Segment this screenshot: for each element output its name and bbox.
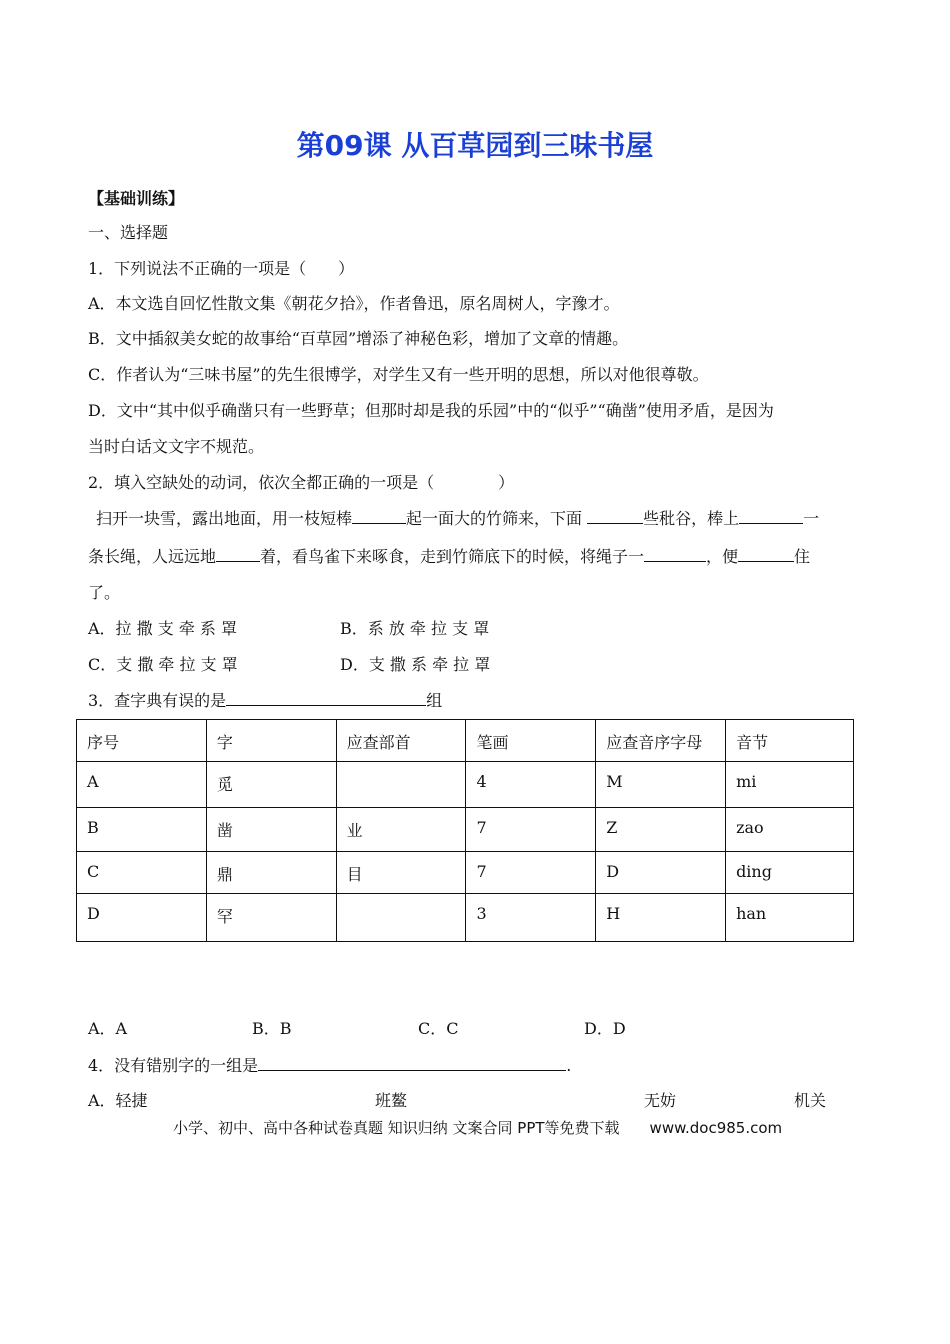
table-cell: 7 [466,808,596,852]
q1-stem: 1．下列说法不正确的一项是（ ） [88,259,355,278]
table-header: 笔画 [466,720,596,762]
q3-suffix: 组 [426,691,443,710]
q2-text: 一 [803,509,820,528]
table-cell: zao [726,808,854,852]
table-cell: 业 [336,808,466,852]
blank[interactable] [226,689,426,706]
q4-stem-text: 4．没有错别字的一组是 [88,1056,259,1075]
footer-banner: 小学、初中、高中各种试卷真题 知识归纳 文案合同 PPT等免费下载 www.doc985.com [173,1119,783,1137]
dictionary-table [76,719,854,942]
blank[interactable] [587,507,643,524]
q1-option-c: C．作者认为“三味书屋”的先生很博学，对学生又有一些开明的思想，所以对他很尊敬。 [88,365,709,384]
q1-option-d: D．文中“其中似乎确凿只有一些野草；但那时却是我的乐园”中的“似乎”“确凿”使用矛盾，是因为 [88,401,774,420]
table-cell: A [77,762,207,808]
q4-option-a: A．轻捷 [88,1091,148,1110]
table-cell: 罕 [206,894,336,942]
q4-suffix: . [566,1056,572,1075]
table-cell: 7 [466,852,596,894]
table-cell: D [596,852,726,894]
table-header-row [77,720,854,762]
q4-word-4: 机关 [794,1091,827,1110]
blank[interactable] [738,545,794,562]
q3-option-d: D．D [584,1019,626,1038]
q1-option-d-cont: 当时白话文文字不规范。 [88,437,265,456]
q1-option-b: B．文中插叙美女蛇的故事给“百草园”增添了神秘色彩，增加了文章的情趣。 [88,329,629,348]
blank[interactable] [216,545,260,562]
q2-option-c: C．支 撒 牵 拉 支 罩 [88,655,238,674]
blank[interactable] [258,1054,566,1071]
table-cell [336,894,466,942]
table-cell: han [726,894,854,942]
q1-option-a: A．本文选自回忆性散文集《朝花夕拾》，作者鲁迅，原名周树人，字豫才。 [88,294,620,313]
table-header: 音节 [726,720,854,762]
section-heading: 【基础训练】 [88,189,185,208]
q2-option-d: D．支 撒 系 牵 拉 罩 [340,655,491,674]
q3-option-a: A．A [88,1019,128,1038]
table-cell [336,762,466,808]
q2-passage-line1 [96,506,819,529]
table-cell: 3 [466,894,596,942]
blank[interactable] [644,545,706,562]
q3-stem [88,688,442,711]
table-cell: 凿 [206,808,336,852]
table-cell: D [77,894,207,942]
q2-text: ，便 [706,547,739,566]
q4-word-3: 无妨 [644,1091,677,1110]
q2-option-b: B．系 放 牵 拉 支 罩 [340,619,490,638]
q2-text: 些秕谷，棒上 [643,509,740,528]
table-cell: Z [596,808,726,852]
q2-text: 起一面大的竹筛来，下面 [406,509,583,528]
table-cell: ding [726,852,854,894]
blank[interactable] [739,507,803,524]
table-cell: 鼎 [206,852,336,894]
table-row [77,894,854,942]
table-cell: M [596,762,726,808]
table-header: 字 [206,720,336,762]
table-header: 序号 [77,720,207,762]
table-cell: B [77,808,207,852]
table-cell: H [596,894,726,942]
q2-passage-line3: 了。 [88,583,121,602]
q2-text: 条长绳，人远远地 [88,547,217,566]
table-row [77,762,854,808]
q2-text: 扫开一块雪，露出地面，用一枝短棒 [96,509,353,528]
page-title: 第09课 从百草园到三味书屋 [296,129,654,162]
q3-stem-text: 3．查字典有误的是 [88,691,227,710]
q2-text: 着，看鸟雀下来啄食，走到竹筛底下的时候，将绳子一 [260,547,645,566]
table-header: 应查音序字母 [596,720,726,762]
q4-word-2: 班鳌 [375,1091,408,1110]
q2-stem: 2．填入空缺处的动词，依次全都正确的一项是（ ） [88,473,515,492]
table-header: 应查部首 [336,720,466,762]
table-cell: mi [726,762,854,808]
table-cell: 觅 [206,762,336,808]
table-row [77,808,854,852]
table-row [77,852,854,894]
part-heading: 一、选择题 [88,223,169,242]
q2-passage-line2 [88,544,810,567]
table-cell: C [77,852,207,894]
q2-option-a: A．拉 撒 支 牵 系 罩 [88,619,237,638]
table-cell: 4 [466,762,596,808]
q3-option-c: C．C [418,1019,459,1038]
q4-stem [88,1053,571,1076]
table-cell: 目 [336,852,466,894]
q3-option-b: B．B [252,1019,292,1038]
blank[interactable] [352,507,406,524]
q2-text: 住 [794,547,811,566]
